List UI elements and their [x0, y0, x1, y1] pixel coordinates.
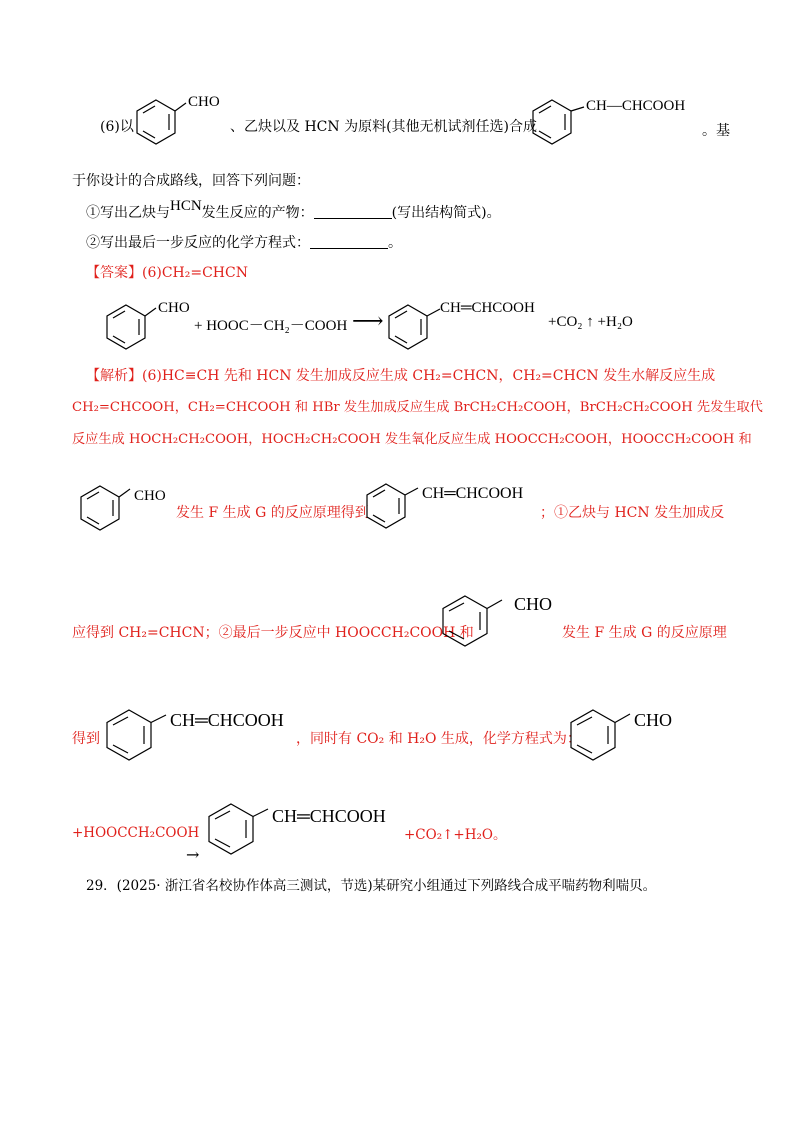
- r4-product-label: CH═CHCOOH: [422, 485, 524, 502]
- r7-text2: +CO₂↑+H₂O。: [404, 827, 507, 843]
- q6-middle-text: 、乙炔以及 HCN 为原料(其他无机试剂任选)合成: [230, 119, 537, 135]
- q29-text: 29．(2025· 浙江省名校协作体高三测试，节选)某研究小组通过下列路线合成平喘药物利喘贝。: [86, 878, 657, 894]
- analysis-line2: CH₂=CHCOOH，CH₂=CHCOOH 和 HBr 发生加成反应生成 BrCH₂CH₂COOH，BrCH₂CH₂COOH 先发生取代: [72, 400, 763, 415]
- eq-reagent: + HOOC－CH₂－COOH: [194, 318, 348, 334]
- analysis-text-1: (6)HC≡CH 先和 HCN 发生加成反应生成 CH₂=CHCN，CH₂=CHCN 发生水解反应生成: [142, 368, 716, 384]
- benzene-ring-icon: [104, 710, 154, 760]
- r7-product-label: CH═CHCOOH: [272, 806, 386, 826]
- analysis-line1: [86, 367, 715, 385]
- q6-sub1-prefix: ①写出乙炔与: [86, 205, 170, 221]
- answer-blank-1[interactable]: [314, 204, 392, 219]
- benzene-ring-icon: [440, 596, 490, 646]
- analysis-line3: 反应生成 HOCH₂CH₂COOH，HOCH₂CH₂COOH 发生氧化反应生成 HOOCCH₂COOH，HOOCCH₂COOH 和: [72, 432, 752, 447]
- r7-text1: +HOOCCH₂COOH: [72, 825, 200, 841]
- q6-sub1-mid: 发生反应的产物：: [201, 205, 314, 221]
- r6-text2: ，同时有 CO₂ 和 H₂O 生成，化学方程式为：: [296, 731, 581, 747]
- r7-arrow: →: [186, 845, 200, 864]
- q6-sub2-suffix: 。: [388, 235, 402, 251]
- benzene-ring-icon: [568, 710, 618, 760]
- eq-product-label: CH═CHCOOH: [440, 300, 535, 316]
- answer-label: 【答案】: [86, 265, 142, 281]
- eq-arrow: ⟶: [352, 308, 384, 333]
- eq-cho-label: CHO: [158, 300, 190, 316]
- q6-sub2: [86, 234, 402, 252]
- answer-blank-2[interactable]: [310, 234, 388, 249]
- answer-text: (6)CH₂=CHCN: [142, 265, 248, 281]
- benzene-ring-icon: [530, 100, 574, 144]
- q6-sub2-prefix: ②写出最后一步反应的化学方程式：: [86, 235, 310, 251]
- q6-prefix: (6)以: [100, 119, 134, 135]
- q6-sub1-suffix: (写出结构简式)。: [391, 205, 501, 221]
- benzene-ring-icon: [386, 305, 430, 349]
- analysis-label: 【解析】: [86, 368, 142, 384]
- benzene-ring-icon: [364, 484, 408, 528]
- eq-byproducts: +CO₂ ↑ +H₂O: [548, 314, 633, 330]
- q6-sub1-hcn: HCN: [170, 198, 202, 214]
- q6-product-label: CH—CHCOOH: [586, 98, 686, 114]
- answer-line: [86, 264, 248, 282]
- benzene-ring-icon: [104, 305, 148, 349]
- q6-cho-label: CHO: [188, 94, 220, 110]
- benzene-ring-icon: [78, 486, 122, 530]
- q6-sub1: [86, 198, 501, 222]
- r5-text2: 发生 F 生成 G 的反应原理: [562, 625, 727, 641]
- r4-text1: 发生 F 生成 G 的反应原理得到: [176, 505, 369, 521]
- benzene-ring-icon: [134, 100, 178, 144]
- benzene-ring-icon: [206, 804, 256, 854]
- q6-suffix: 。基: [702, 123, 730, 139]
- r6-product-label: CH═CHCOOH: [170, 710, 284, 730]
- r5-cho-label: CHO: [514, 594, 553, 614]
- r4-cho-label: CHO: [134, 488, 166, 504]
- q6-line2: 于你设计的合成路线，回答下列问题：: [72, 173, 310, 189]
- r5-text1: 应得到 CH₂=CHCN；②最后一步反应中 HOOCCH₂COOH 和: [72, 625, 474, 641]
- r6-cho-label: CHO: [634, 710, 673, 730]
- r4-text2: ；①乙炔与 HCN 发生加成反: [540, 505, 725, 521]
- r6-text1: 得到: [72, 731, 100, 747]
